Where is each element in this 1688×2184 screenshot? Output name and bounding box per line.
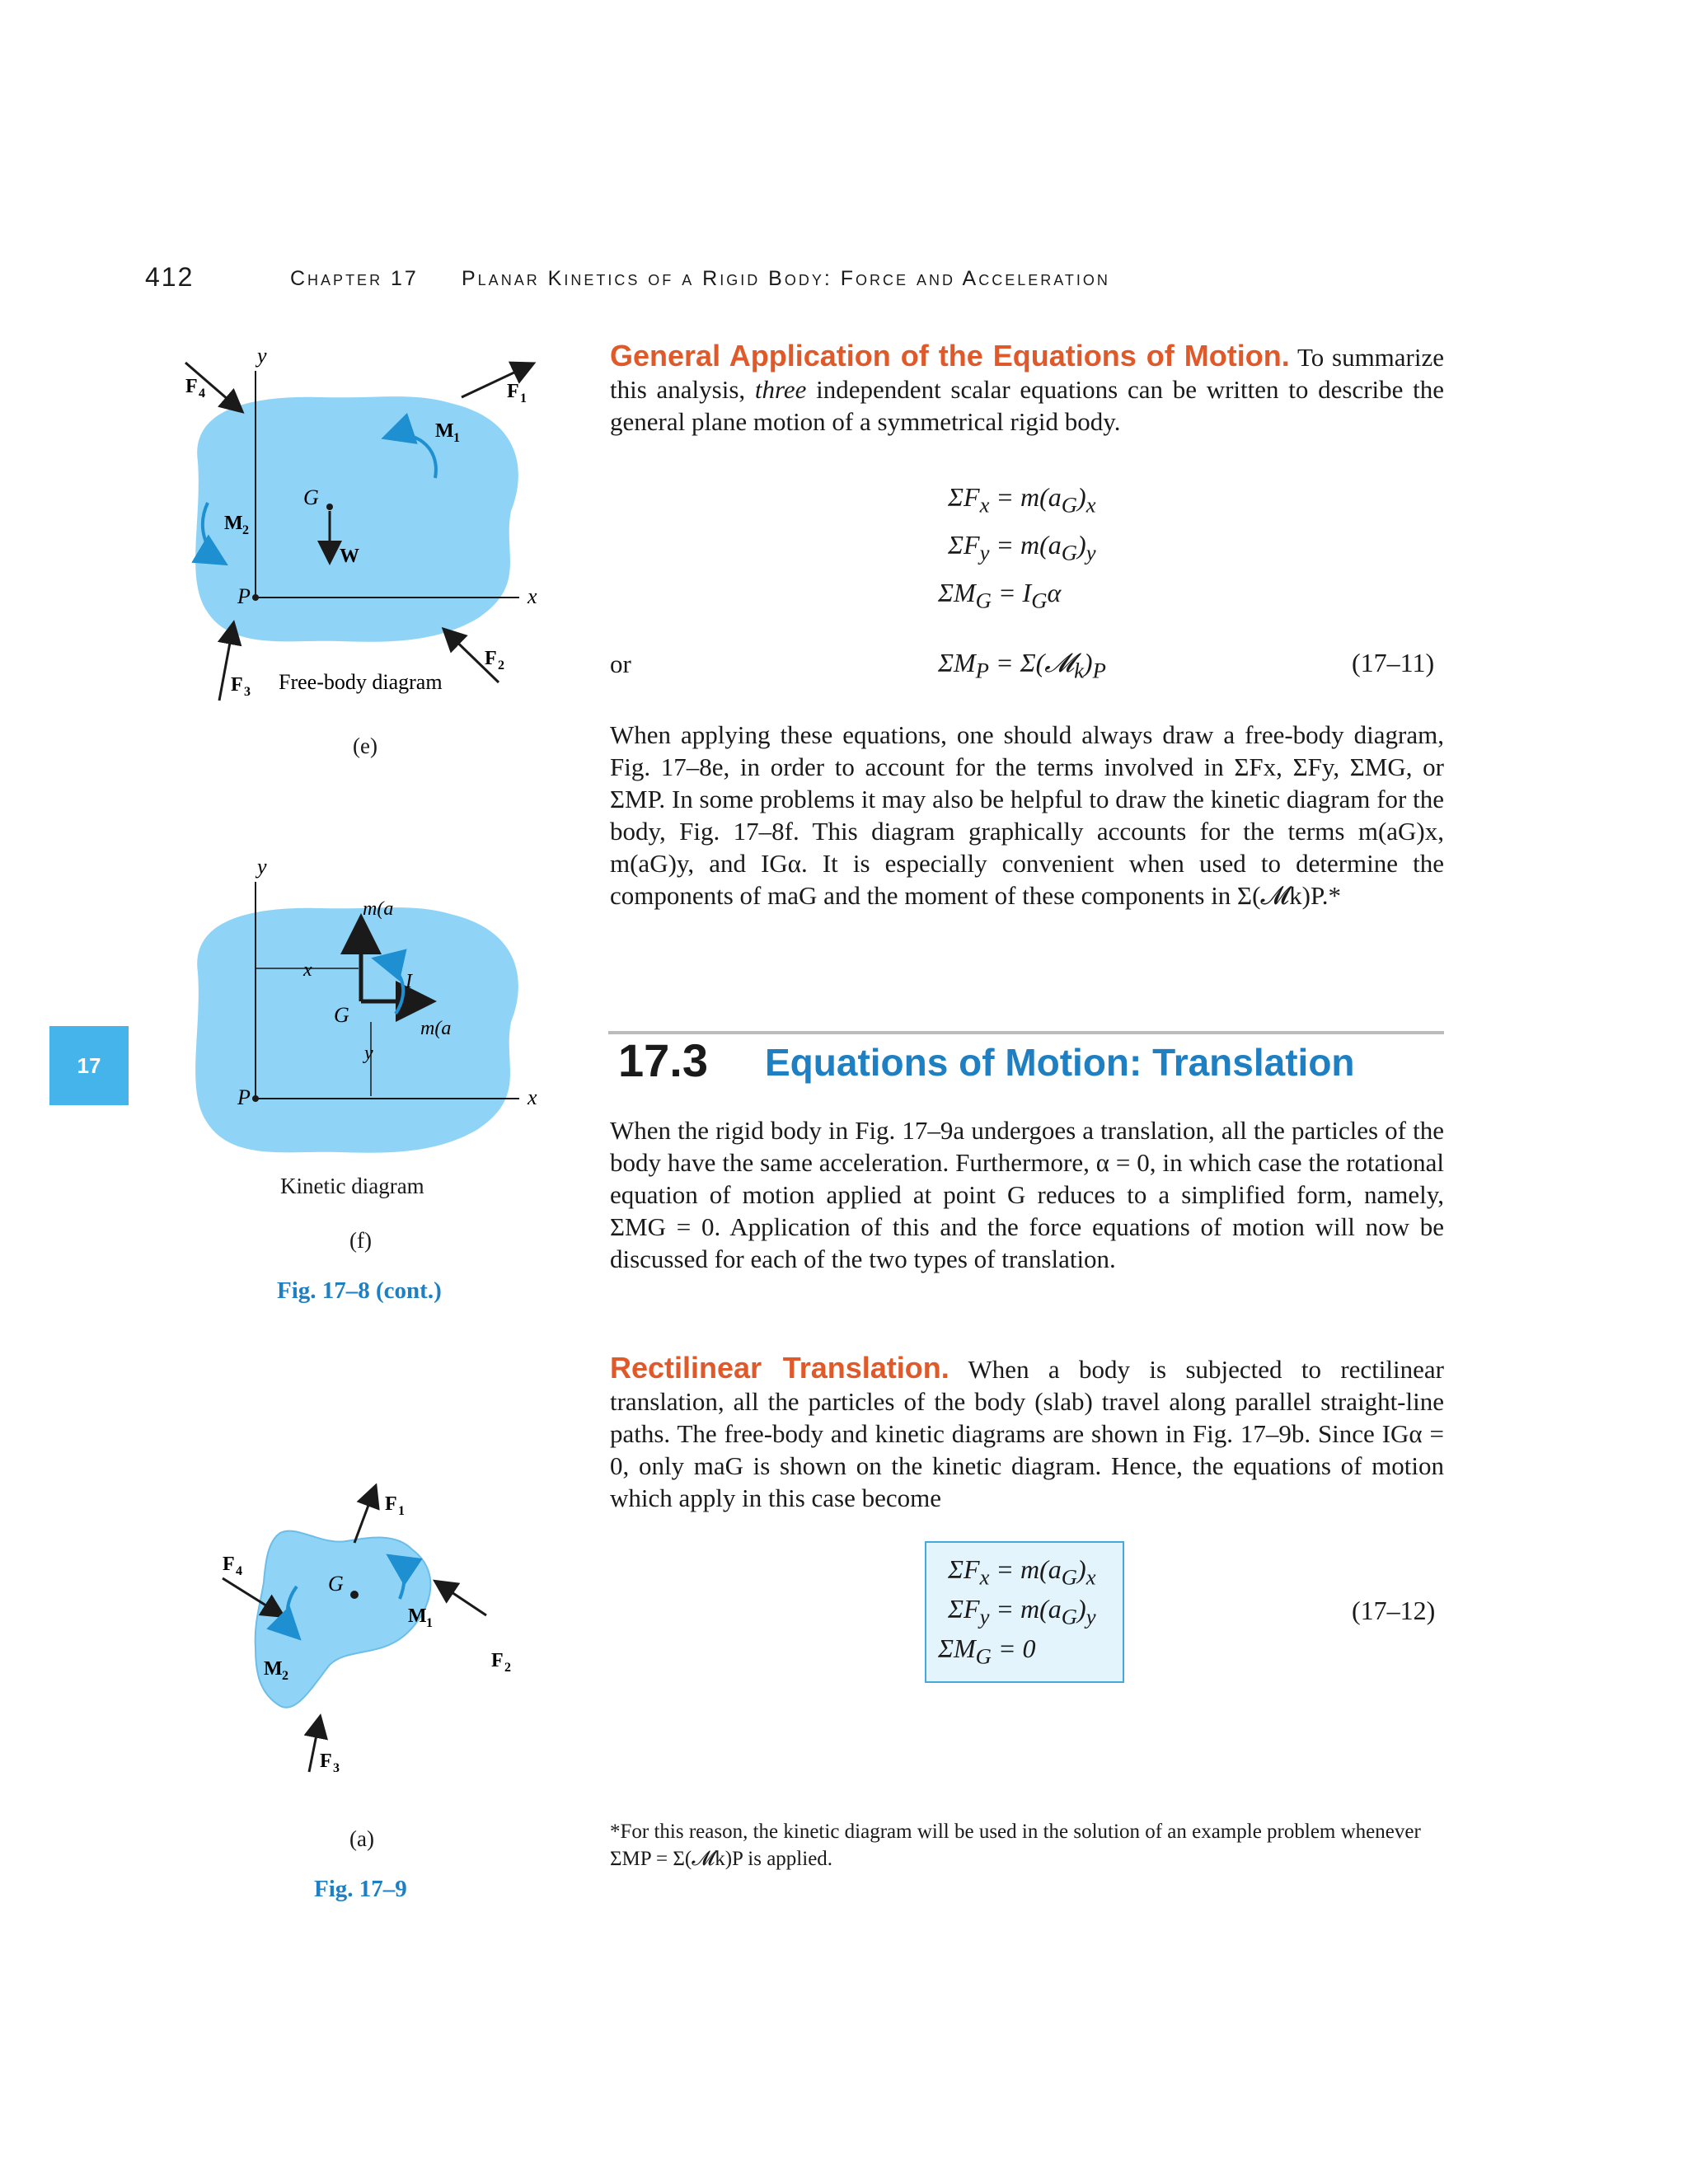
fig-f-iga-label: I: [406, 971, 412, 992]
fig-e-f2-label: F: [485, 648, 497, 669]
general-p1a: To summarize this analysis,: [610, 343, 1445, 404]
slab-f4-label: F: [223, 1554, 235, 1575]
or-label: or: [610, 649, 631, 678]
fig-f-sub-label: (f): [349, 1228, 372, 1253]
general-p1b: independent scalar equations can be written to describe the general plane motion of a symmetrical rigid body.: [610, 375, 1444, 436]
rectilinear-text: When a body is subjected to rectilinear translation, all the particles of the body (slab) travel along parallel straight-line paths. The free-body and kinetic diagrams are shown in Fig. 17–9b. Since IGα = 0, only maG is shown on the kinetic diagram. Hence, the equations of motion which apply in this case become: [610, 1355, 1444, 1512]
section-title: Equations of Motion: Translation: [765, 1041, 1355, 1084]
running-header: [0, 262, 1688, 303]
equation-moment-p: $\Sigma M_P$ = $\Sigma(𝓜_k)_P$: [938, 648, 1106, 683]
slab-f3-arrow: [309, 1718, 320, 1772]
general-application-paragraph: [610, 340, 1444, 438]
fig-e-m2-label: M: [224, 513, 243, 534]
equation-fx: $\Sigma F_x = m(a_G)_x$: [948, 482, 1096, 518]
equation-mg: $\Sigma M_G = I_G\alpha$: [938, 578, 1062, 613]
fig-f-xbar-label: x: [303, 959, 312, 981]
boxed-eq-mg: $\Sigma M_G = 0$: [938, 1633, 1036, 1669]
fig-e-w-label: W: [340, 546, 359, 567]
point-g: [326, 504, 333, 510]
equation-number-17-12: (17–12): [1352, 1596, 1436, 1625]
page-number: 412: [145, 262, 195, 292]
fig-f-y-label: y: [257, 857, 267, 879]
slab-m1-sub: 1: [426, 1616, 433, 1630]
general-application-paragraph-2: When applying these equations, one should always draw a free-body diagram, Fig. 17–8e, in order to account for the terms involved in ΣFx, ΣFy, ΣMG, or ΣMP. In some problems it may also be helpful to draw the kinetic diagram for the body, Fig. 17–8f. This diagram graphically accounts for the terms m(aG)x, m(aG)y, and IGα. It is especially convenient when used to determine the components of maG and the moment of these components in Σ(𝓜k)P.*: [610, 720, 1444, 910]
general-application-heading: General Application of the Equations of Motion.: [610, 339, 1290, 373]
chapter-title: Planar Kinetics of a Rigid Body: Force and Acceleration: [462, 267, 1110, 290]
slab-f1-label: F: [385, 1493, 397, 1515]
fig-f-x-label: x: [528, 1085, 537, 1109]
equation-fy: $\Sigma F_y = m(a_G)_y$: [948, 530, 1096, 565]
translation-paragraph: When the rigid body in Fig. 17–9a undergoes a translation, all the particles of the body have the same acceleration. Furthermore, α = 0, in which case the rotational equation of motion applied at point G reduces to a simplified form, namely, ΣMG = 0. Application of this and the force equations of motion will now be discussed for each of the two types of translation.: [610, 1116, 1444, 1273]
slab-f2-label: F: [491, 1650, 504, 1671]
fig-f-may-label: m(a: [363, 898, 394, 920]
slab-g-label: G: [328, 1572, 344, 1596]
fig-17-9-caption: Fig. 17–9: [314, 1876, 407, 1902]
boxed-equations-text: [938, 1554, 1096, 1673]
slab-m2-sub: 2: [282, 1669, 288, 1683]
fig-17-8-caption: Fig. 17–8 (cont.): [277, 1277, 442, 1304]
slab-m1-label: M: [408, 1605, 427, 1627]
boxed-eq-fx: $\Sigma F_x = m(a_G)_x$: [948, 1554, 1096, 1590]
fig-f-title: Kinetic diagram: [280, 1174, 424, 1198]
fig-e-g-label: G: [303, 485, 319, 509]
fig-e-f4-label: F: [185, 376, 198, 397]
fig-17-9-sub-label: (a): [349, 1826, 374, 1851]
fig-e-p-label: P: [237, 584, 251, 608]
chapter-tab: 17: [49, 1026, 129, 1105]
fig-e-f4-sub: 4: [199, 387, 205, 401]
slab-point-g: [350, 1591, 359, 1599]
footnote: *For this reason, the kinetic diagram will be used in the solution of an example problem whenever ΣMP = Σ(𝓜k)P is applied.: [610, 1821, 1421, 1870]
rectilinear-heading: Rectilinear Translation.: [610, 1351, 950, 1385]
fig-e-m2-sub: 2: [242, 523, 249, 537]
boxed-eq-fy: $\Sigma F_y = m(a_G)_y$: [948, 1594, 1096, 1629]
equation-number-17-11: (17–11): [1352, 648, 1435, 677]
fig-f-g-label: G: [334, 1003, 349, 1027]
fig-e-f1-label: F: [507, 381, 519, 402]
figure-e-free-body-diagram: [165, 346, 560, 709]
fig-e-f1-sub: 1: [520, 391, 527, 405]
rigid-body-shape-f: [195, 907, 518, 1153]
fig-e-m1-label: M: [435, 420, 454, 442]
fig-e-m1-sub: 1: [453, 431, 460, 445]
slab-f2-sub: 2: [504, 1661, 511, 1675]
fig-e-f2-sub: 2: [498, 658, 504, 673]
figure-17-9a: [206, 1483, 536, 1797]
slab-f1-sub: 1: [398, 1504, 405, 1518]
fig-e-f3-sub: 3: [244, 685, 251, 699]
fig-f-p-label: P: [237, 1085, 251, 1109]
slab-f4-sub: 4: [236, 1564, 242, 1578]
fig-e-f3-label: F: [231, 674, 243, 696]
fig-e-y-label: y: [257, 346, 267, 368]
slab-f3-sub: 3: [333, 1761, 340, 1775]
point-p-f: [252, 1095, 259, 1102]
slab-f3-label: F: [320, 1750, 332, 1772]
fig-f-ybar-label: y: [364, 1043, 373, 1064]
general-p1-emphasis: three: [754, 375, 807, 404]
fig-e-x-label: x: [528, 584, 537, 608]
fig-e-title: Free-body diagram: [279, 670, 443, 694]
section-rule: [608, 1031, 1444, 1034]
slab-f1-arrow: [354, 1488, 375, 1543]
figure-f-kinetic-diagram: [165, 857, 560, 1170]
fig-f-max-label: m(a: [420, 1018, 452, 1039]
point-p: [252, 594, 259, 601]
section-number: 17.3: [618, 1034, 708, 1086]
slab-f2-arrow: [437, 1582, 486, 1615]
fig-e-sub-label: (e): [353, 733, 377, 758]
slab-m2-label: M: [264, 1658, 283, 1680]
rectilinear-paragraph: [610, 1352, 1444, 1514]
equation-group-17-10: [938, 482, 1195, 626]
chapter-label: Chapter 17: [290, 267, 419, 290]
